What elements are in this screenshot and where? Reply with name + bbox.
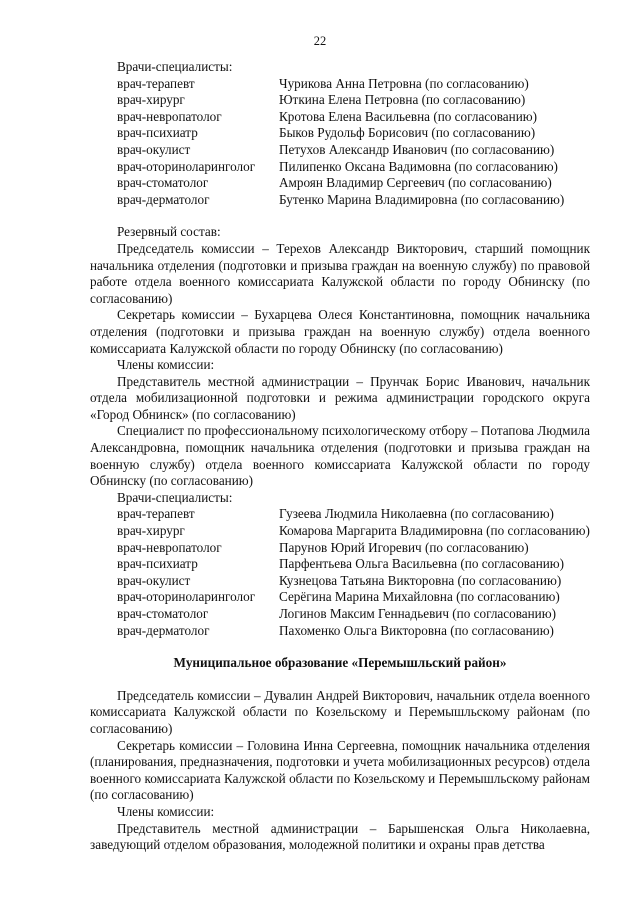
section2-chair: Председатель комиссии – Дувалин Андрей Викторович, начальник отдела военного комиссариата Калужской области по Козельскому и Перемышльскому районам (по согласованию) — [90, 687, 590, 736]
specialist-name: Парунов Юрий Игоревич (по согласованию) — [279, 539, 529, 555]
document-body — [90, 59, 590, 854]
specialist-name: Чурикова Анна Петровна (по согласованию) — [279, 75, 529, 91]
specialist-name: Кротова Елена Васильевна (по согласованию) — [279, 108, 538, 124]
specialist-row — [90, 192, 590, 209]
specialist-row — [90, 159, 590, 176]
specialist-name: Быков Рудольф Борисович (по согласованию) — [279, 125, 536, 141]
specialist-role: врач-хирург — [117, 92, 185, 108]
specialist-row — [90, 506, 590, 523]
reserve-secretary: Секретарь комиссии – Бухарцева Олеся Константиновна, помощник начальника отделения (подготовки и призыва граждан на военную службу) отдела военного комиссариата Калужской области по городу Обнинску (по согласованию) — [90, 307, 590, 356]
section2-secretary: Секретарь комиссии – Головина Инна Сергеевна, помощник начальника отделения (планирования, предназначения, подготовки и учета мобилизационных ресурсов) отдела военного комиссариата Калужской области по Козельскому и Перемышльскому районам (по согласованию) — [90, 737, 590, 803]
specialist-name: Серёгина Марина Михайловна (по согласованию) — [279, 589, 560, 605]
reserve-chair: Председатель комиссии – Терехов Александр Викторович, старший помощник начальника отделения (подготовки и призыва граждан на военную службу) по правовой работе отдела военного комиссариата Калужской области по городу Обнинску (по согласованию) — [90, 240, 590, 306]
specialist-role: врач-невропатолог — [117, 539, 222, 555]
specialist-row — [90, 92, 590, 109]
specialist-role: врач-стоматолог — [117, 175, 209, 191]
specialist-role: врач-хирург — [117, 523, 185, 539]
specialist-role: врач-психиатр — [117, 556, 198, 572]
specialist-name: Гузеева Людмила Николаевна (по согласованию) — [279, 506, 554, 522]
specialist-role: врач-психиатр — [117, 125, 198, 141]
specialists-list-2 — [90, 506, 590, 639]
specialist-row — [90, 109, 590, 126]
specialist-role: врач-окулист — [117, 572, 191, 588]
specialist-name: Бутенко Марина Владимировна (по согласованию) — [279, 191, 565, 207]
specialists-label-2: Врачи-специалисты: — [117, 489, 233, 505]
reserve-label: Резервный состав: — [117, 224, 221, 240]
specialist-role: врач-дерматолог — [117, 622, 210, 638]
specialist-name: Петухов Александр Иванович (по согласованию) — [279, 141, 555, 157]
specialist-row — [90, 556, 590, 573]
specialist-role: врач-стоматолог — [117, 606, 209, 621]
specialist-row — [90, 589, 590, 606]
section2-admin-rep: Представитель местной администрации – Барышенская Ольга Николаевна, заведующий отделом образования, молодежной политики и охраны прав детства — [90, 820, 590, 853]
specialist-name: Амроян Владимир Сергеевич (по согласованию) — [279, 175, 552, 191]
specialist-role: врач-оториноларинголог — [117, 158, 256, 174]
specialist-name: Юткина Елена Петровна (по согласованию) — [279, 92, 526, 108]
specialist-name: Парфентьева Ольга Васильевна (по согласованию) — [279, 556, 565, 572]
specialist-row — [90, 76, 590, 93]
specialist-row — [90, 142, 590, 159]
section-heading: Муниципальное образование «Перемышльский район» — [173, 655, 507, 671]
reserve-admin-rep: Представитель местной администрации – Прунчак Борис Иванович, начальник отдела мобилизационной подготовки и режима администрации городского округа «Город Обнинск» (по согласованию) — [90, 373, 590, 422]
specialist-role: врач-невропатолог — [117, 108, 222, 124]
specialist-row — [90, 623, 590, 640]
specialist-name: Кузнецова Татьяна Викторовна (по согласованию) — [279, 572, 562, 588]
reserve-members-label: Члены комиссии: — [117, 357, 215, 373]
specialist-row — [90, 573, 590, 590]
spacer — [90, 639, 590, 655]
specialist-row — [90, 523, 590, 540]
specialist-row — [90, 125, 590, 142]
specialist-name: Пилипенко Оксана Вадимовна (по согласованию) — [279, 158, 558, 174]
spacer — [90, 672, 590, 688]
specialist-role: врач-терапевт — [117, 506, 195, 522]
specialist-name: Пахоменко Ольга Викторовна (по согласованию) — [279, 622, 554, 638]
specialist-role: врач-дерматолог — [117, 191, 210, 207]
section2-members-label: Члены комиссии: — [117, 803, 215, 819]
specialists-label-1: Врачи-специалисты: — [117, 59, 233, 74]
specialist-role: врач-оториноларинголог — [117, 589, 256, 605]
specialist-row — [90, 175, 590, 192]
spacer — [90, 208, 590, 224]
specialist-row — [90, 540, 590, 557]
specialist-name: Логинов Максим Геннадьевич (по согласованию) — [279, 606, 556, 621]
page-number: 22 — [313, 34, 327, 48]
specialist-role: врач-окулист — [117, 141, 191, 157]
specialist-row — [90, 606, 590, 623]
specialist-name: Комарова Маргарита Владимировна (по согласованию) — [279, 523, 590, 539]
specialist-role: врач-терапевт — [117, 75, 195, 91]
reserve-psych-specialist: Специалист по профессиональному психологическому отбору – Потапова Людмила Александровна, помощник начальника отделения (подготовки и призыва граждан на военную службу) отдела военного комиссариата Калужской области по городу Обнинску (по согласованию) — [90, 423, 590, 489]
specialists-list-1 — [90, 76, 590, 209]
